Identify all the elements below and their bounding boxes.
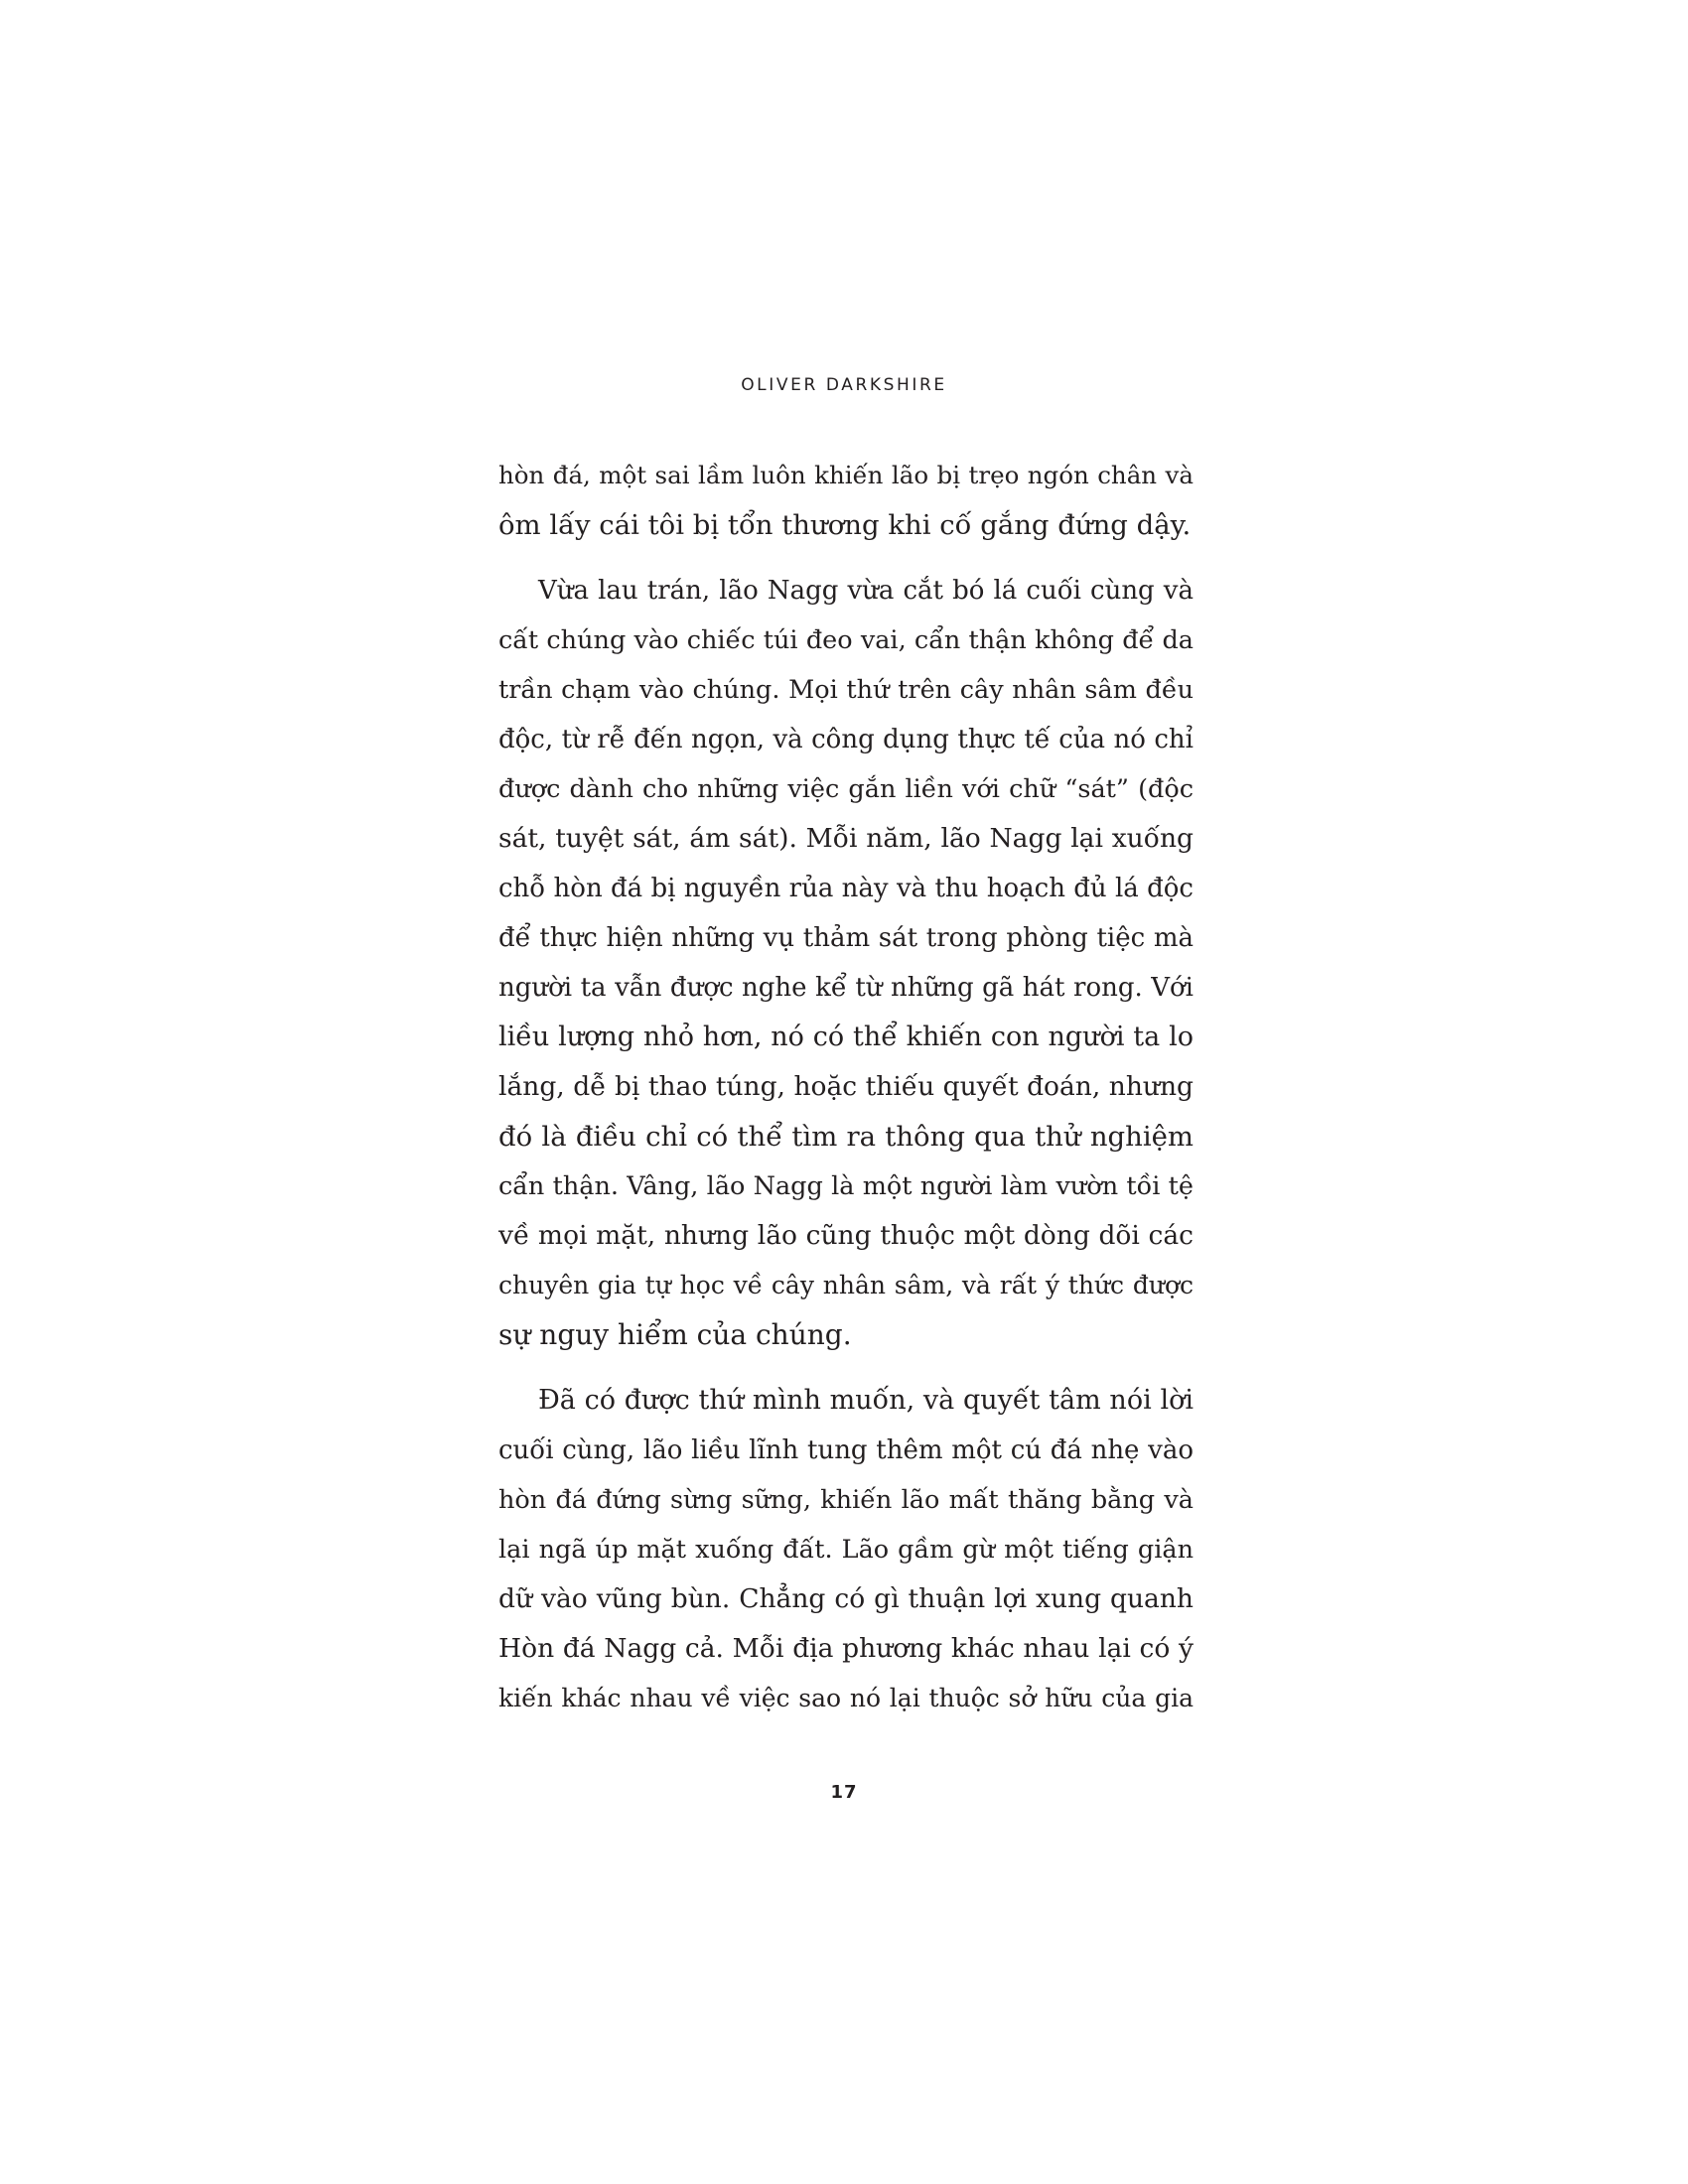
text-line: ôm lấy cái tôi bị tổn thương khi cố gắng đứng dậy. — [498, 509, 1192, 541]
text-line: hòn đá đứng sừng sững, khiến lão mất thăng bằng và — [498, 1485, 1194, 1515]
text-line: người ta vẫn được nghe kể từ những gã hát rong. Với — [498, 973, 1194, 1003]
text-line: độc, từ rễ đến ngọn, và công dụng thực tế của nó chỉ — [498, 725, 1194, 754]
text-line: Đã có được thứ mình muốn, và quyết tâm nói lời — [538, 1385, 1194, 1416]
text-line: lắng, dễ bị thao túng, hoặc thiếu quyết đoán, nhưng — [498, 1071, 1194, 1102]
text-line: đó là điều chỉ có thể tìm ra thông qua thử nghiệm — [498, 1121, 1194, 1153]
text-line: kiến khác nhau về việc sao nó lại thuộc sở hữu của gia — [498, 1684, 1194, 1712]
text-line: về mọi mặt, nhưng lão cũng thuộc một dòng dõi các — [498, 1220, 1194, 1251]
page-number: 17 — [830, 1782, 858, 1803]
body-text — [498, 451, 1194, 1739]
text-line: trần chạm vào chúng. Mọi thứ trên cây nhân sâm đều — [498, 675, 1194, 705]
text-line: hòn đá, một sai lầm luôn khiến lão bị trẹo ngón chân và — [498, 461, 1194, 489]
paragraph-1 — [498, 451, 1194, 550]
text-line: sát, tuyệt sát, ám sát). Mỗi năm, lão Nagg lại xuống — [498, 823, 1194, 854]
text-line: dữ vào vũng bùn. Chẳng có gì thuận lợi xung quanh — [498, 1583, 1194, 1614]
text-line: sự nguy hiểm của chúng. — [498, 1318, 852, 1351]
text-line: chỗ hòn đá bị nguyền rủa này và thu hoạch đủ lá độc — [498, 874, 1194, 903]
text-line: Hòn đá Nagg cả. Mỗi địa phương khác nhau lại có ý — [498, 1633, 1194, 1664]
text-line: cẩn thận. Vâng, lão Nagg là một người làm vườn tồi tệ — [498, 1171, 1194, 1201]
paragraph-2 — [498, 566, 1194, 1360]
text-line: được dành cho những việc gắn liền với chữ “sát” (độc — [498, 774, 1194, 804]
text-line: lại ngã úp mặt xuống đất. Lão gầm gừ một tiếng giận — [498, 1535, 1194, 1565]
text-line: Vừa lau trán, lão Nagg vừa cắt bó lá cuối cùng và — [538, 576, 1194, 606]
text-line: cuối cùng, lão liều lĩnh tung thêm một cú đá nhẹ vào — [498, 1435, 1194, 1465]
text-line: liều lượng nhỏ hơn, nó có thể khiến con người ta lo — [498, 1022, 1194, 1052]
paragraph-3 — [498, 1376, 1194, 1723]
text-line: chuyên gia tự học về cây nhân sâm, và rất ý thức được — [498, 1271, 1194, 1299]
running-head: OLIVER DARKSHIRE — [741, 375, 947, 395]
text-line: để thực hiện những vụ thảm sát trong phòng tiệc mà — [498, 923, 1194, 953]
text-line: cất chúng vào chiếc túi đeo vai, cẩn thận không để da — [498, 625, 1194, 655]
